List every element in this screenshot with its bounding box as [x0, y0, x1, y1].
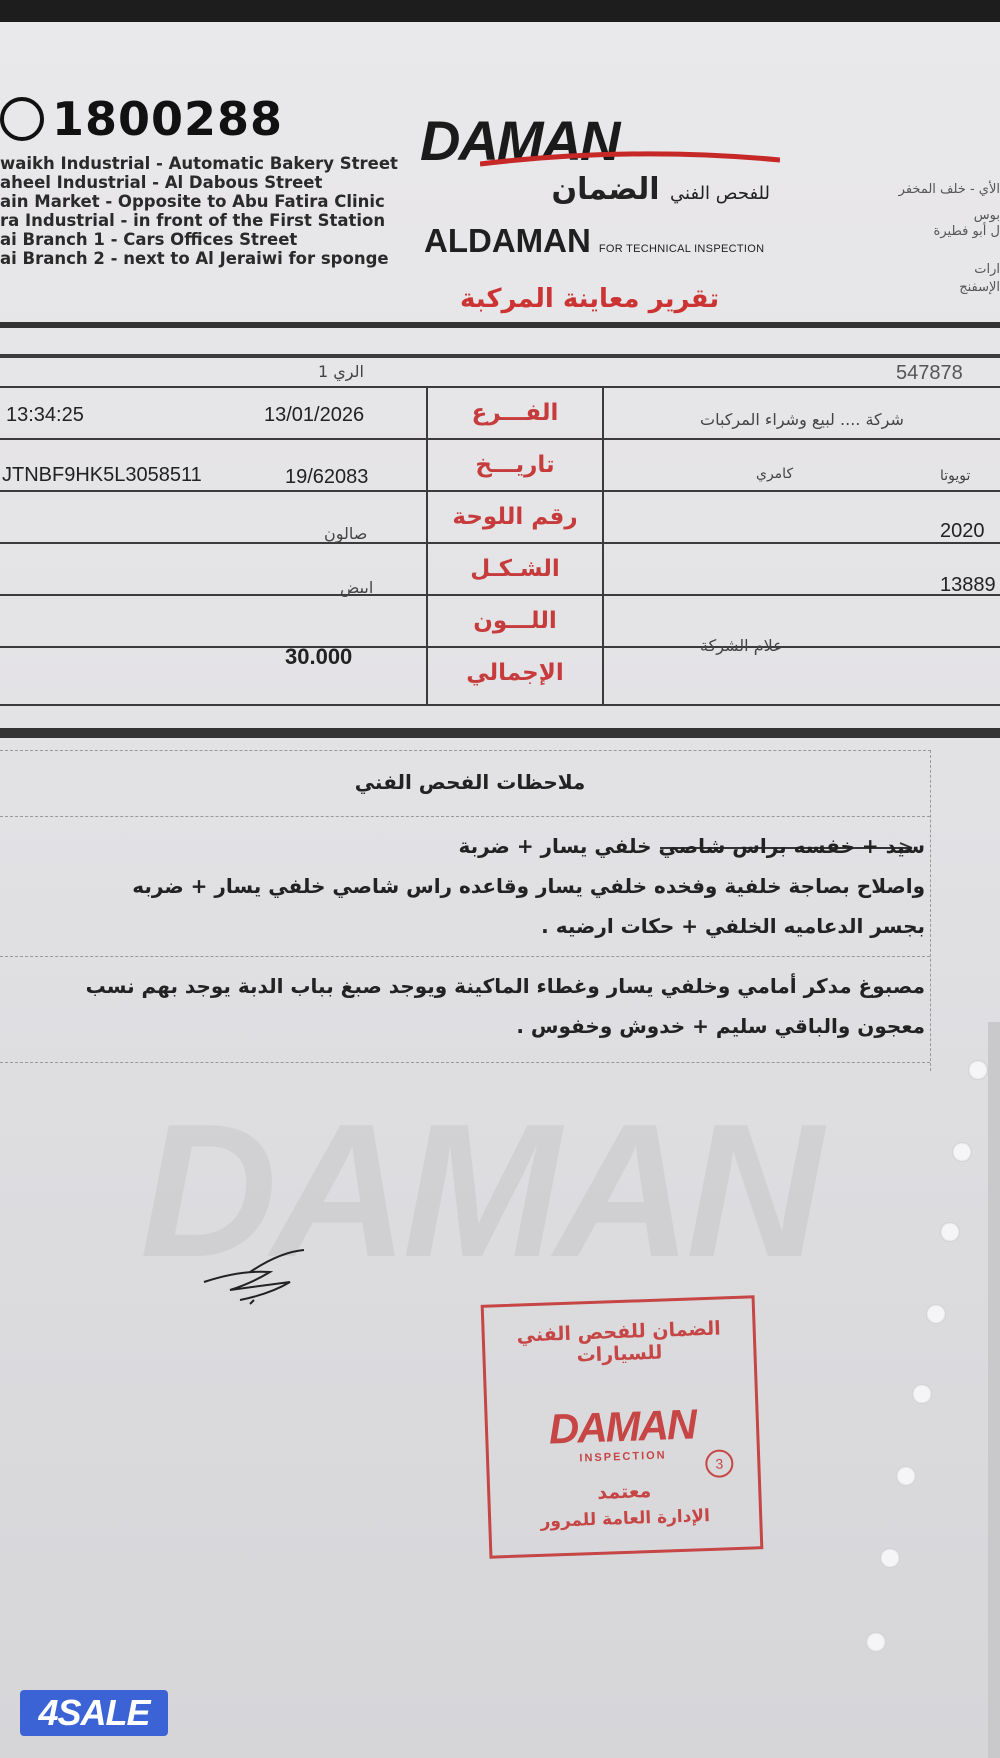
color-value: ابيض [340, 578, 374, 597]
total-value: 30.000 [285, 644, 353, 669]
note-line: معجون والباقي سليم + خدوش وخفوس . [516, 1014, 925, 1038]
branch-note: الأي - خلف المخفر [898, 182, 1000, 197]
branch-note: ل أبو فطيرة [933, 224, 1000, 239]
inspection-report-paper [0, 22, 1000, 1758]
date-value: 13/01/2026 [264, 404, 365, 426]
address-line: ai Branch 2 - next to Al Jeraiwi for sponge [0, 249, 389, 268]
label-date: تاريـــخ [475, 452, 555, 478]
label-total: الإجمالي [466, 660, 564, 686]
phone-number: 1800288 [0, 92, 283, 146]
vin-value: JTNBF9HK5L3058511 [2, 464, 202, 486]
label-plate: رقم اللوحة [452, 504, 578, 530]
company-value: شركة .... لبيع وشراء المركبات [700, 410, 904, 429]
logo-english: ALDAMAN FOR TECHNICAL INSPECTION [424, 222, 765, 259]
daman-logo-text: DAMAN [420, 109, 619, 172]
model-value: كامري [756, 466, 794, 482]
branch-note: بوس [973, 208, 1000, 223]
year-value: 2020 [940, 520, 985, 542]
approval-stamp: الضمان للفحص الفني للسيارات DAMAN INSPECTION 3 معتمد الإدارة العامة للمرور [481, 1295, 764, 1558]
logo-arabic: للفحص الفني الضمان [551, 172, 770, 207]
perforation-hole [952, 1142, 972, 1162]
logo-swoosh-icon [480, 150, 780, 170]
address-line: waikh Industrial - Automatic Bakery Street [0, 154, 398, 173]
perforation-hole [912, 1384, 932, 1404]
company-logo-note: علام الشركة [700, 636, 783, 655]
label-color: اللـــون [473, 608, 557, 634]
perforation-hole [926, 1304, 946, 1324]
branch-note: الإسفنج [959, 280, 1000, 295]
daman-watermark: DAMAN [140, 1085, 818, 1297]
address-line: ain Market - Opposite to Abu Fatira Clinic [0, 192, 385, 211]
note-line: واصلاح بصاجة خلفية وفخده خلفي يسار وقاعده راس شاصي خلفي يسار + ضربه [132, 874, 925, 898]
perforation-hole [896, 1466, 916, 1486]
report-number: 547878 [896, 362, 963, 384]
perforation-hole [940, 1222, 960, 1242]
notes-title: ملاحظات الفحص الفني [354, 770, 586, 794]
daman-logo [420, 110, 770, 270]
4sale-watermark-badge: 4SALE [20, 1690, 168, 1736]
plate-value: 19/62083 [285, 466, 369, 488]
branch-value: الري 1 [318, 362, 364, 381]
vehicle-info-table [0, 354, 1000, 706]
note-line: مصبوغ مدكر أمامي وخلفي يسار وغطاء الماكينة ويوجد صبغ بباب الدبة يوجد بهم نسب [85, 974, 925, 998]
label-shape: الشـكـل [470, 556, 560, 582]
shape-value: صالون [324, 524, 368, 543]
mileage-value: 13889 [940, 574, 996, 596]
section-divider [0, 728, 1000, 738]
label-branch: الفـــرع [471, 400, 559, 426]
perforation-hole [880, 1548, 900, 1568]
branch-note: ارات [974, 262, 1000, 277]
make-value: تويوتا [940, 468, 971, 484]
address-line: ai Branch 1 - Cars Offices Street [0, 230, 298, 249]
signature-icon [200, 1242, 310, 1312]
address-line: ra Industrial - in front of the First Station [0, 211, 386, 230]
perforation-hole [866, 1632, 886, 1652]
time-value: 13:34:25 [6, 404, 84, 426]
note-line: بجسر الدعاميه الخلفي + حكات ارضيه . [541, 914, 925, 938]
perforation-hole [968, 1060, 988, 1080]
header-divider [0, 322, 1000, 328]
report-title: تقرير معاينة المركبة [460, 284, 720, 314]
whatsapp-icon [0, 97, 44, 141]
address-line: aheel Industrial - Al Dabous Street [0, 173, 323, 192]
note-line: سيد + خفسه براس شاصي خلفي يسار + ضربة [458, 834, 925, 858]
